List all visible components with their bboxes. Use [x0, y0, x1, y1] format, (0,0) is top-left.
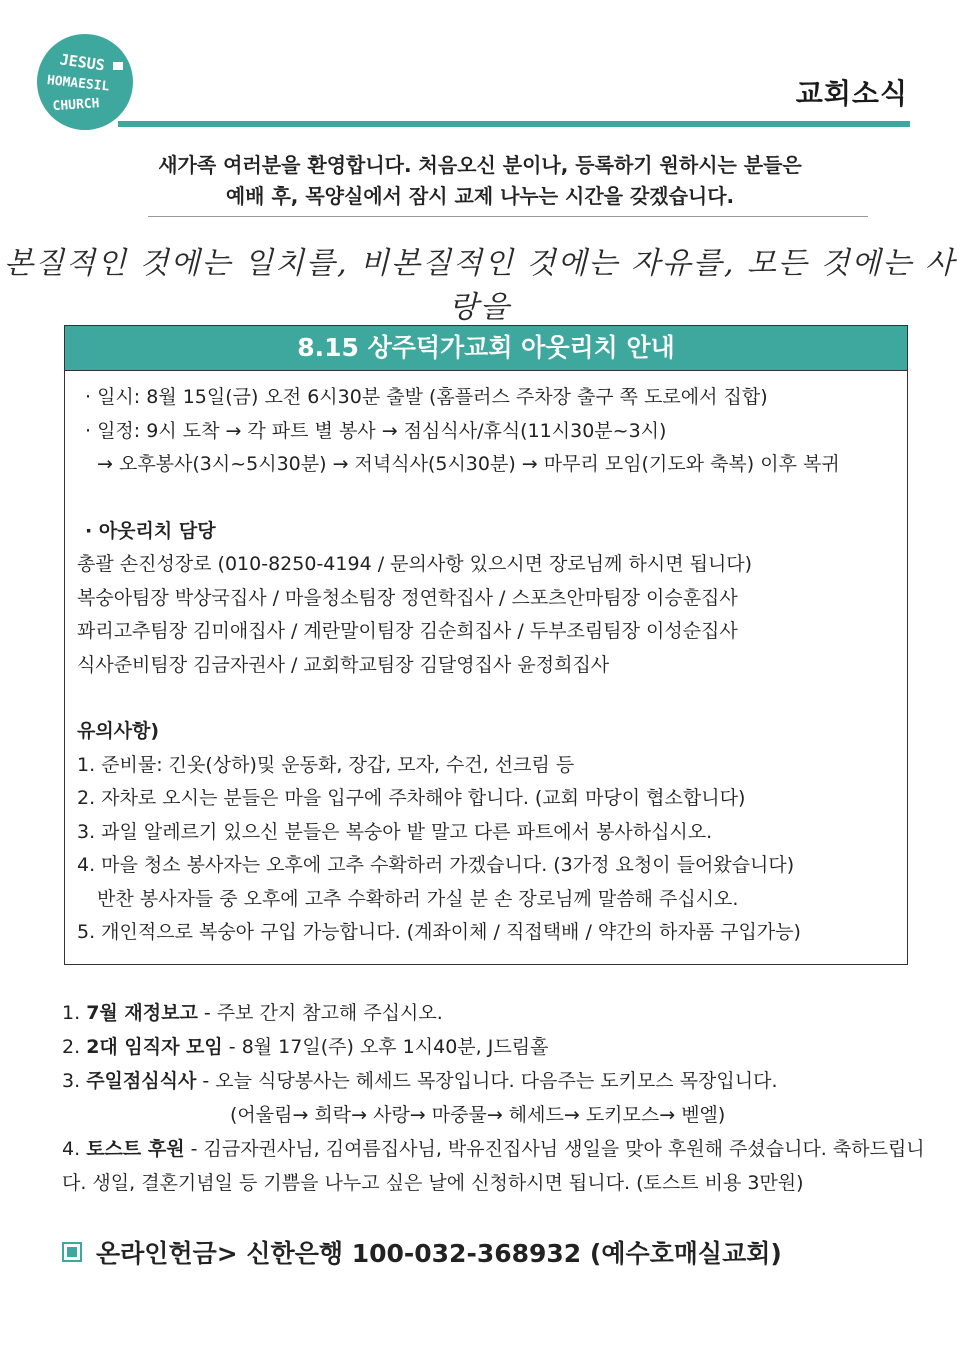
online-offering-text: 온라인헌금> 신한은행 100-032-368932 (예수호매실교회)	[96, 1239, 782, 1268]
news-number: 4.	[62, 1138, 81, 1160]
news-number: 2.	[62, 1036, 81, 1058]
welcome-divider	[148, 216, 868, 217]
news-item	[62, 996, 932, 1030]
staff-line: 꽈리고추팀장 김미애집사 / 계란말이팀장 김순희집사 / 두부조림팀장 이성순집사	[77, 620, 738, 642]
church-news-list	[62, 996, 932, 1200]
welcome-line: 예배 후, 목양실에서 잠시 교제 나누는 시간을 갖겠습니다.	[225, 184, 735, 208]
motto: 본질적인 것에는 일치를, 비본질적인 것에는 자유를, 모든 것에는 사랑을	[4, 246, 956, 325]
news-item	[62, 1064, 932, 1132]
staff-line: 복숭아팀장 박상국집사 / 마을청소팀장 정연학집사 / 스포츠안마팀장 이승훈집사	[77, 586, 738, 609]
welcome-message	[0, 150, 960, 212]
schedule-line: · 일시: 8월 15일(금) 오전 6시30분 출발 (홈플러스 주차장 출구 쪽 도로에서 집합)	[85, 386, 768, 408]
note-item: 3. 과일 알레르기 있으신 분들은 복숭아 밭 말고 다른 파트에서 봉사하십시오.	[77, 820, 713, 843]
note-item: 2. 자차로 오시는 분들은 마을 입구에 주차해야 합니다. (교회 마당이 협소합니다)	[77, 787, 746, 809]
notes-heading: 유의사항)	[77, 720, 160, 742]
news-continuation: (어울림→ 희락→ 사랑→ 마중물→ 헤세드→ 도키모스→ 벧엘)	[230, 1104, 726, 1126]
svg-text:CHURCH: CHURCH	[52, 96, 101, 115]
online-offering	[62, 1234, 782, 1270]
news-item	[62, 1030, 932, 1064]
news-number: 3.	[62, 1070, 81, 1092]
news-title: 토스트 후원	[86, 1138, 185, 1160]
news-text: - 김금자권사님, 김여름집사님, 박유진집사님 생일을 맞아 후원해 주셨습니다. 축하드립니다. 생일, 결혼기념일 등 기쁨을 나누고 싶은 날에 신청하시면 됩니다. (토스트 비용 3만원)	[62, 1138, 925, 1194]
square-bullet-icon	[62, 1242, 82, 1262]
svg-text:HOMAESIL: HOMAESIL	[46, 73, 111, 95]
news-title: 7월 재정보고	[86, 1002, 198, 1024]
news-text: - 주보 간지 참고해 주십시오.	[197, 1002, 443, 1024]
welcome-line: 새가족 여러분을 환영합니다. 처음오신 분이나, 등록하기 원하시는 분들은	[158, 153, 802, 177]
outreach-notice-box	[64, 325, 908, 965]
news-text: - 오늘 식당봉사는 헤세드 목장입니다. 다음주는 도키모스 목장입니다.	[196, 1070, 778, 1092]
page-title: 교회소식	[795, 77, 908, 110]
news-item	[62, 1132, 932, 1200]
note-item: 1. 준비물: 긴옷(상하)및 운동화, 장갑, 모자, 수건, 선크림 등	[77, 753, 575, 776]
staff-line: 식사준비팀장 김금자권사 / 교회학교팀장 김달영집사 윤정희집사	[77, 653, 610, 676]
news-number: 1.	[62, 1002, 81, 1024]
note-item: 반찬 봉사자들 중 오후에 고추 수확하러 가실 분 손 장로님께 말씀해 주십시오.	[97, 887, 739, 910]
schedule-line: → 오후봉사(3시~5시30분) → 저녁식사(5시30분) → 마무리 모임(기도와 축복) 이후 복귀	[97, 453, 840, 475]
svg-text:JESUS: JESUS	[58, 50, 106, 75]
news-title: 2대 임직자 모임	[86, 1036, 223, 1058]
church-logo	[35, 32, 135, 132]
news-text: - 8월 17일(주) 오후 1시40분, J드림홀	[222, 1036, 549, 1058]
note-item: 4. 마을 청소 봉사자는 오후에 고추 수확하러 가겠습니다. (3가정 요청이 들어왔습니다)	[77, 854, 795, 876]
note-item: 5. 개인적으로 복숭아 구입 가능합니다. (계좌이체 / 직접택배 / 약간의 하자품 구입가능)	[77, 921, 801, 943]
staff-line: 총괄 손진성장로 (010-8250-4194 / 문의사항 있으시면 장로님께 하시면 됩니다)	[77, 553, 753, 575]
news-title: 주일점심식사	[86, 1070, 197, 1092]
schedule-line: · 일정: 9시 도착 → 각 파트 별 봉사 → 점심식사/휴식(11시30분~3시)	[85, 419, 667, 442]
outreach-title: 8.15 상주덕가교회 아웃리치 안내	[65, 326, 907, 371]
header-divider	[118, 121, 910, 127]
outreach-body	[65, 371, 907, 950]
staff-heading: · 아웃리치 담당	[85, 519, 216, 542]
